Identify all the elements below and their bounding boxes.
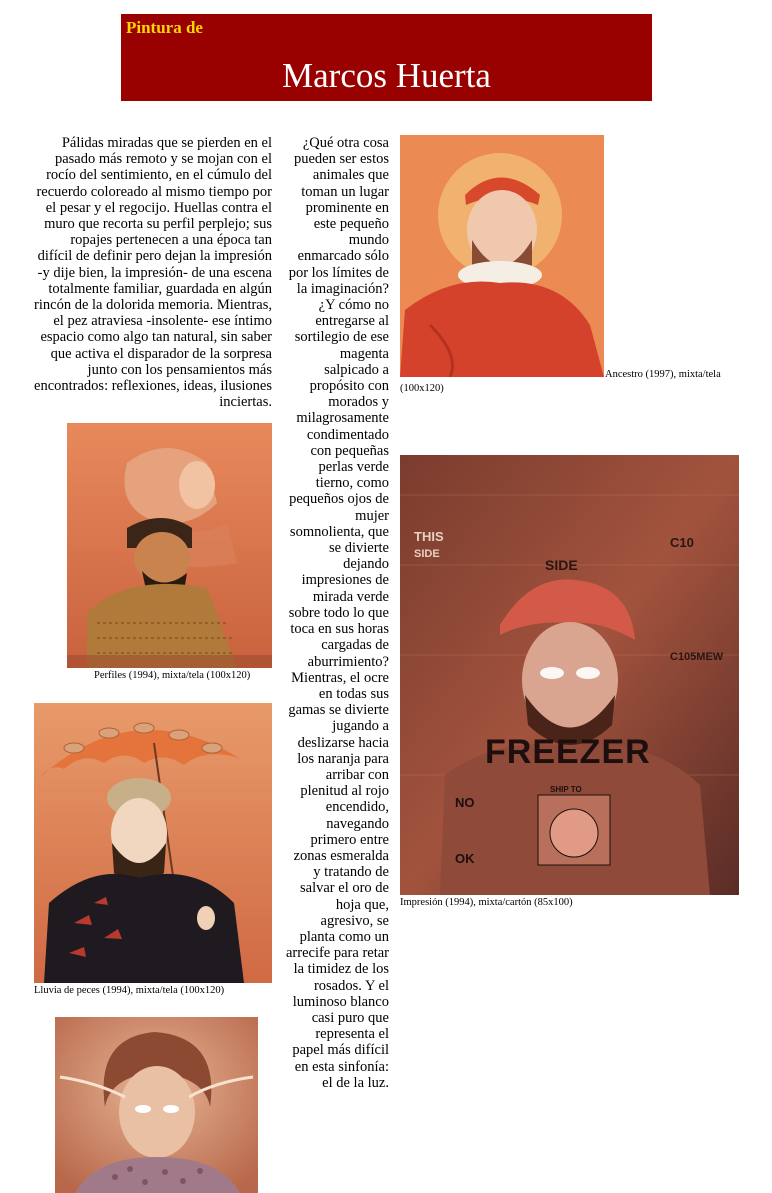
label-this: THIS — [414, 529, 444, 544]
label-no: NO — [455, 795, 475, 810]
caption-lluvia-de-peces: Lluvia de peces (1994), mixta/tela (100x120) — [34, 985, 225, 996]
label-side-1: SIDE — [414, 548, 440, 560]
banner-kicker: Pintura de — [126, 18, 203, 37]
painting-lluvia-de-peces — [34, 703, 272, 983]
color-paragraph: ¿Qué otra cosa pueden ser estos animales que toman un lugar prominente en este pequeño mundo enmarcado sólo por los límites de la imaginación? ¿Y cómo no entregarse al sortilegio de ese magenta salpicado a propósito con morados y milagrosamente condimentado con pequeñas perlas verde tierno, como pequeños ojos de mujer somnolienta, que se divierte dejando impresiones de mirada verde sobre todo lo que toca en sus horas cargadas de aburrimiento? Mientras, el ocre en todas sus gamas se divierte jugando a deslizarse hacia los naranja para arribar con plenitud al rojo encendido, navegando primero entre zonas esmeralda y tratando de salvar el oro de hoja que, agresivo, se planta como un arrecife para retar la timidez de los rosados. Y el luminoso blanco casi puro que representa el papel más difícil en esta sinfonía: el de la luz. — [285, 135, 389, 1091]
intro-paragraph: Pálidas miradas que se pierden en el pasado más remoto y se mojan con el rocío del sentimiento, en el cúmulo del recuerdo coloreado al mismo tiempo por el pesar y el regocijo. Huellas contra el muro que recorta su perfil perplejo; sus ropajes pertenecen a una época tan difícil de definir pero dejan la impresión -y dije bien, la impresión- de una escena totalmente familiar, guardada en algún rincón de la dolorida memoria. Mientras, el pez atraviesa -insolente- ese íntimo espacio como algo tan natural, sin saber que activa el disparador de la sorpresa junto con los pensamientos más encontrados: reflexiones, ideas, ilusiones inciertas. — [34, 135, 272, 411]
label-side-2: SIDE — [545, 557, 578, 573]
label-freezer: FREEZER — [485, 733, 651, 771]
caption-ancestro-line1: Ancestro (1997), mixta/tela — [605, 369, 721, 380]
painting-ancestro — [400, 135, 604, 377]
caption-ancestro-line2: (100x120) — [400, 383, 444, 394]
label-ok: OK — [455, 851, 475, 866]
label-c105mew: C105MEW — [670, 651, 724, 663]
painting-impresion — [400, 455, 739, 895]
label-ship-to: SHIP TO — [550, 785, 582, 794]
label-c10: C10 — [670, 535, 694, 550]
painting-perfiles — [67, 423, 272, 668]
artist-name: Marcos Huerta — [282, 56, 491, 95]
painting-bottom — [55, 1017, 258, 1193]
caption-perfiles: Perfiles (1994), mixta/tela (100x120) — [94, 670, 251, 681]
caption-impresion: Impresión (1994), mixta/cartón (85x100) — [400, 897, 573, 908]
title-banner — [121, 14, 652, 101]
